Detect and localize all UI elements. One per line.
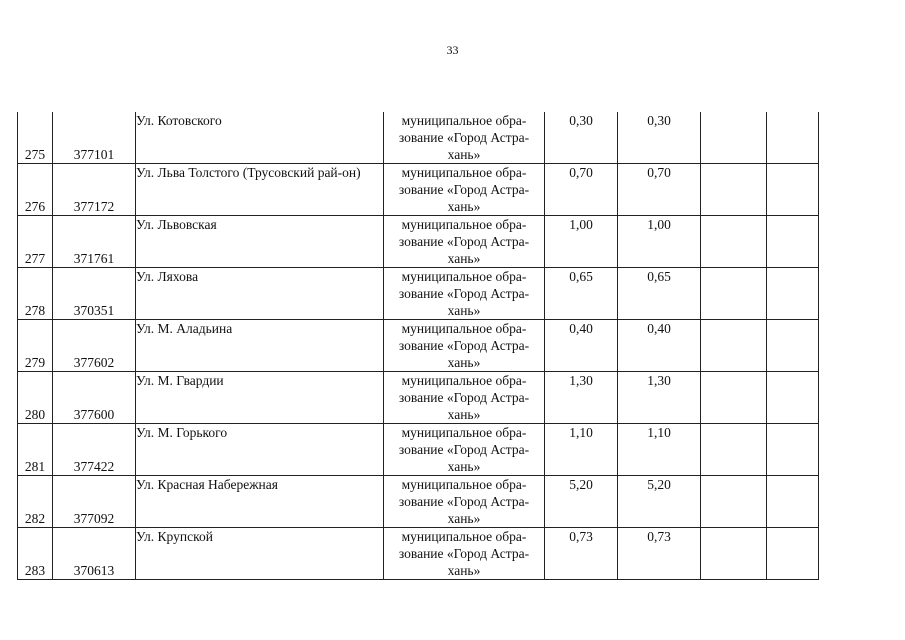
road-length-total: 0,40 (545, 320, 618, 372)
road-name: Ул. Львовская (136, 216, 384, 268)
table-row (18, 216, 819, 268)
empty-cell (701, 164, 767, 216)
table-row (18, 476, 819, 528)
row-number: 280 (18, 372, 53, 424)
owner-line: муниципальное обра- (401, 373, 527, 388)
owner-line: муниципальное обра- (401, 217, 527, 232)
road-length-category: 0,40 (618, 320, 701, 372)
table-row (18, 112, 819, 164)
empty-cell (767, 528, 819, 580)
table-body (18, 112, 819, 580)
road-code: 370351 (53, 268, 136, 320)
road-length-category: 0,30 (618, 112, 701, 164)
row-number: 275 (18, 112, 53, 164)
road-name: Ул. М. Гвардии (136, 372, 384, 424)
road-length-category: 0,70 (618, 164, 701, 216)
owner-line: хань» (447, 355, 481, 370)
empty-cell (701, 268, 767, 320)
road-name: Ул. М. Горького (136, 424, 384, 476)
row-number: 282 (18, 476, 53, 528)
road-length-total: 0,65 (545, 268, 618, 320)
road-owner (384, 320, 545, 372)
road-name: Ул. Котовского (136, 112, 384, 164)
owner-line: муниципальное обра- (401, 113, 527, 128)
owner-line: хань» (447, 199, 481, 214)
empty-cell (767, 424, 819, 476)
owner-line: муниципальное обра- (401, 321, 527, 336)
page-number: 33 (446, 43, 459, 57)
empty-cell (767, 372, 819, 424)
owner-line: муниципальное обра- (401, 477, 527, 492)
table-row (18, 268, 819, 320)
road-code: 377092 (53, 476, 136, 528)
owner-line: хань» (447, 147, 481, 162)
road-length-total: 0,70 (545, 164, 618, 216)
empty-cell (701, 528, 767, 580)
road-code: 377600 (53, 372, 136, 424)
road-code: 370613 (53, 528, 136, 580)
road-length-category: 0,73 (618, 528, 701, 580)
empty-cell (767, 320, 819, 372)
road-owner (384, 268, 545, 320)
empty-cell (701, 372, 767, 424)
owner-line: хань» (447, 303, 481, 318)
empty-cell (701, 320, 767, 372)
owner-line: зование «Город Астра- (398, 494, 530, 509)
owner-line: муниципальное обра- (401, 165, 527, 180)
empty-cell (767, 476, 819, 528)
road-length-total: 1,10 (545, 424, 618, 476)
road-code: 377422 (53, 424, 136, 476)
owner-line: зование «Город Астра- (398, 286, 530, 301)
road-owner (384, 424, 545, 476)
owner-line: муниципальное обра- (401, 269, 527, 284)
row-number: 281 (18, 424, 53, 476)
empty-cell (767, 164, 819, 216)
road-name: Ул. Ляхова (136, 268, 384, 320)
road-code: 377602 (53, 320, 136, 372)
row-number: 278 (18, 268, 53, 320)
empty-cell (767, 216, 819, 268)
road-owner (384, 528, 545, 580)
table-row (18, 320, 819, 372)
table-row (18, 424, 819, 476)
table-row (18, 164, 819, 216)
road-name: Ул. Крупской (136, 528, 384, 580)
road-owner (384, 372, 545, 424)
empty-cell (701, 216, 767, 268)
owner-line: зование «Город Астра- (398, 390, 530, 405)
owner-line: муниципальное обра- (401, 529, 527, 544)
road-owner (384, 216, 545, 268)
road-length-total: 1,00 (545, 216, 618, 268)
road-registry-table (17, 112, 819, 580)
empty-cell (701, 424, 767, 476)
owner-line: хань» (447, 511, 481, 526)
road-length-category: 1,30 (618, 372, 701, 424)
table-row (18, 528, 819, 580)
road-code: 371761 (53, 216, 136, 268)
road-length-category: 1,00 (618, 216, 701, 268)
road-length-category: 5,20 (618, 476, 701, 528)
row-number: 276 (18, 164, 53, 216)
road-owner (384, 164, 545, 216)
empty-cell (701, 112, 767, 164)
owner-line: хань» (447, 251, 481, 266)
road-code: 377101 (53, 112, 136, 164)
owner-line: зование «Город Астра- (398, 442, 530, 457)
empty-cell (767, 112, 819, 164)
empty-cell (767, 268, 819, 320)
road-name: Ул. М. Аладьина (136, 320, 384, 372)
road-length-total: 0,73 (545, 528, 618, 580)
owner-line: зование «Город Астра- (398, 546, 530, 561)
road-name: Ул. Красная Набережная (136, 476, 384, 528)
owner-line: муниципальное обра- (401, 425, 527, 440)
owner-line: хань» (447, 459, 481, 474)
road-length-total: 1,30 (545, 372, 618, 424)
road-owner (384, 476, 545, 528)
road-code: 377172 (53, 164, 136, 216)
road-length-category: 1,10 (618, 424, 701, 476)
owner-line: зование «Город Астра- (398, 234, 530, 249)
owner-line: хань» (447, 563, 481, 578)
road-length-total: 0,30 (545, 112, 618, 164)
owner-line: зование «Город Астра- (398, 130, 530, 145)
owner-line: зование «Город Астра- (398, 182, 530, 197)
road-owner (384, 112, 545, 164)
empty-cell (701, 476, 767, 528)
owner-line: зование «Город Астра- (398, 338, 530, 353)
road-length-category: 0,65 (618, 268, 701, 320)
road-length-total: 5,20 (545, 476, 618, 528)
row-number: 277 (18, 216, 53, 268)
row-number: 279 (18, 320, 53, 372)
table-row (18, 372, 819, 424)
owner-line: хань» (447, 407, 481, 422)
road-name: Ул. Льва Толстого (Трусовский рай-он) (136, 164, 384, 216)
row-number: 283 (18, 528, 53, 580)
